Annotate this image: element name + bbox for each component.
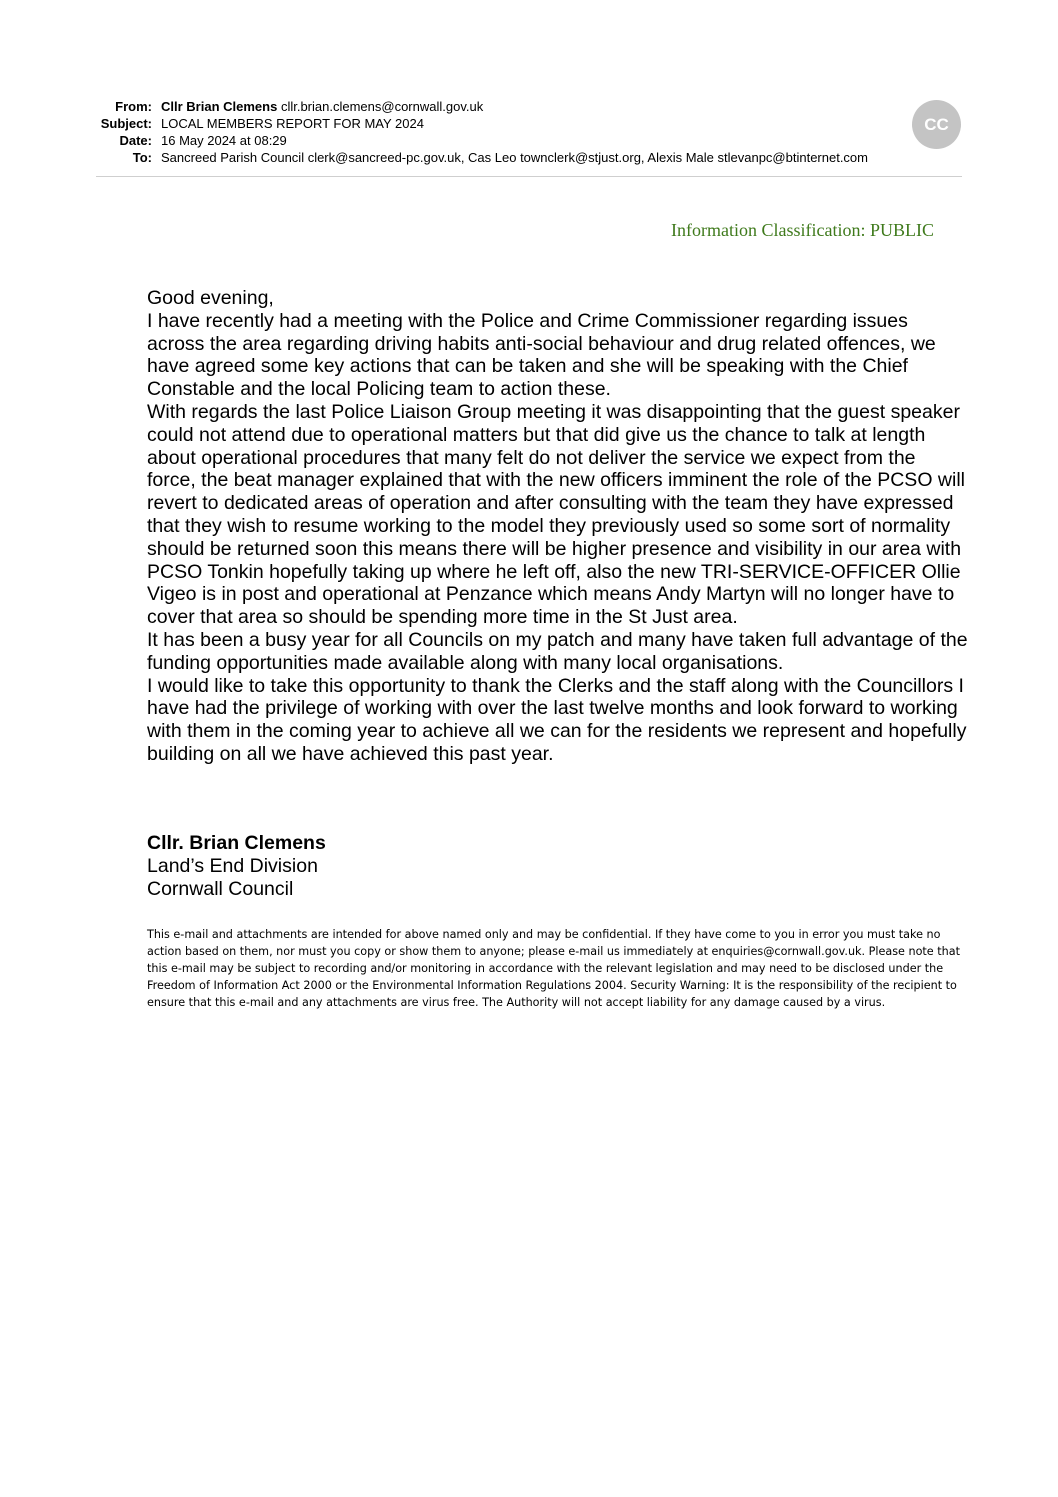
from-value bbox=[161, 98, 483, 115]
date-row bbox=[60, 132, 962, 149]
date-value: 16 May 2024 at 08:29 bbox=[161, 133, 287, 148]
body-paragraph-police-commissioner: I have recently had a meeting with the Police and Crime Commissioner regarding issues across the area regarding driving habits anti-social behaviour and drug related offences, we have agreed some key actions that can be taken and she will be speaking with the Chief Constable and the local Policing team to action these. bbox=[147, 309, 936, 401]
greeting: Good evening, bbox=[147, 287, 274, 309]
to-row bbox=[60, 149, 962, 166]
from-row bbox=[60, 98, 962, 115]
body-paragraph-thanks: I would like to take this opportunity to thank the Clerks and the staff along with the Councillors I have had the privilege of working with over the last twelve months and look forward to working with them in the coming year to achieve all we can for the residents we represent and hopefully building on all we have achieved this past year. bbox=[147, 674, 967, 765]
subject-value: LOCAL MEMBERS REPORT FOR MAY 2024 bbox=[161, 116, 424, 131]
subject-row bbox=[60, 115, 962, 132]
header-divider bbox=[96, 176, 962, 177]
sender-email[interactable]: cllr.brian.clemens@cornwall.gov.uk bbox=[280, 99, 484, 114]
recipients-value[interactable]: Sancreed Parish Council clerk@sancreed-pc.gov.uk, Cas Leo townclerk@stjust.org, Alexis Male stlevanpc@btinternet.com bbox=[161, 150, 868, 165]
sender-name: Cllr Brian Clemens bbox=[161, 99, 278, 114]
subject-label: Subject: bbox=[100, 116, 152, 131]
email-header bbox=[60, 98, 962, 166]
email-body bbox=[147, 287, 969, 766]
signature-name: Cllr. Brian Clemens bbox=[147, 832, 326, 854]
signature-division: Land’s End Division bbox=[147, 855, 318, 877]
signature-council: Cornwall Council bbox=[147, 878, 294, 900]
body-paragraph-liaison-group: With regards the last Police Liaison Group meeting it was disappointing that the guest speaker could not attend due to operational matters but that did give us the chance to talk at length about operational procedures that many felt do not deliver the service we expect from the force, the beat manager explained that with the new officers imminent the role of the PCSO will revert to dedicated areas of operation and after consulting with the team they have expressed that they wish to resume working to the model they previously used so some sort of normality should be returned soon this means there will be higher presence and visibility in our area with PCSO Tonkin hopefully taking up where he left off, also the new TRI-SERVICE-OFFICER Ollie Vigeo is in post and operational at Penzance which means Andy Martyn will no longer have to cover that area so should be spending more time in the St Just area. bbox=[147, 400, 965, 629]
date-label: Date: bbox=[119, 133, 152, 148]
to-label: To: bbox=[132, 150, 152, 165]
body-paragraph-busy-year: It has been a busy year for all Councils on my patch and many have taken full advantage of the funding opportunities made available along with many local organisations. bbox=[147, 628, 968, 674]
classification-label: Information Classification: PUBLIC bbox=[671, 220, 934, 240]
legal-disclaimer: This e-mail and attachments are intended for above named only and may be confidential. If they have come to you in error you must take no action based on them, nor must you copy or show them to anyone; please e-mail us immediately at enquiries@cornwall.gov.uk. Please note that this e-mail may be subject to recording and/or monitoring in accordance with the relevant legislation and may need to be disclosed under the Freedom of Information Act 2000 or the Environmental Information Regulations 2004. Security Warning: It is the responsibility of the recipient to ensure that this e-mail and any attachments are virus free. The Authority will not accept liability for any damage caused by a virus. bbox=[147, 928, 960, 1009]
sender-avatar: CC bbox=[912, 100, 961, 149]
signature-block bbox=[147, 832, 326, 901]
from-label: From: bbox=[115, 99, 152, 114]
